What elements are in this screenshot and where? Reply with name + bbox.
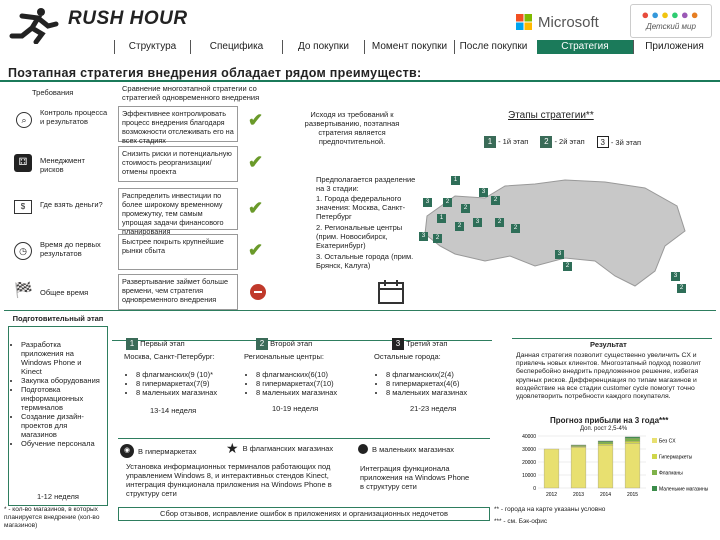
requirement-label: Контроль процесса и результатов [40, 108, 108, 126]
strategy-intro: Исходя из требований к развертыванию, поэтапная стратегия является предпочтительной. [304, 110, 400, 146]
chart-bar [598, 444, 613, 445]
feedback-bar: Сбор отзывов, исправление ошибок в приложениях и организационных недочетов [118, 507, 490, 521]
city-marker: 1 [437, 214, 446, 223]
legend-item: 2 - 2й этап [540, 136, 584, 148]
page-title: Поэтапная стратегия внедрения обладает рядом преимуществ: [8, 66, 422, 80]
x-tick-label: 2014 [599, 492, 612, 498]
tab-after-purchase[interactable]: После покупки [454, 40, 532, 54]
check-icon: ✔ [248, 198, 264, 218]
y-tick-label: 0 [533, 486, 536, 492]
microsoft-logo-text: Microsoft [538, 14, 599, 31]
legend-swatch [652, 470, 657, 475]
legend-item: 3 - 3й этап [597, 136, 641, 148]
city-marker: 2 [495, 218, 504, 227]
stage-legend [484, 136, 641, 148]
city-marker: 1 [451, 176, 460, 185]
list-item: • Подготовка информационных терминалов [21, 385, 104, 412]
partner-logo: ●●●●●● Детский мир [630, 4, 712, 38]
check-icon: ✔ [248, 240, 264, 260]
list-item: • 8 флагманских(6(10) [256, 370, 337, 379]
store-divider [118, 438, 490, 439]
y-tick-label: 30000 [522, 447, 536, 453]
profit-chart [512, 432, 716, 504]
chart-title: Прогноз прибыли на 3 года*** [550, 416, 669, 425]
section-divider [4, 310, 716, 311]
microsoft-logo-icon [516, 14, 532, 30]
tab-appendix[interactable]: Приложения [633, 40, 715, 54]
city-marker: 2 [563, 262, 572, 271]
x-tick-label: 2012 [545, 492, 558, 498]
star-icon: ★ [226, 440, 239, 456]
requirement-compare-text: Снизить риски и потенциальную стоимость реорганизации/ отмены проекта [118, 146, 238, 182]
calendar-icon [378, 280, 404, 304]
requirement-compare-text: Распределить инвестиции по более широкому временному промежутку, тем самым упрощая задачи финансового планирования [118, 188, 238, 230]
prep-list [12, 340, 104, 448]
list-item: • Закупка оборудования [21, 376, 104, 385]
chart-bar [571, 447, 586, 488]
legend-swatch [652, 454, 657, 459]
small-store-icon [358, 444, 368, 454]
stage1-cities: Москва, Санкт-Петербург: [124, 352, 215, 361]
city-marker: 3 [473, 218, 482, 227]
clock-icon: ◷ [14, 242, 32, 260]
list-item: • 8 гипермаркетах(4(6) [386, 379, 467, 388]
legend-swatch [652, 438, 657, 443]
list-item: • Создание дизайн-проектов для магазинов [21, 412, 104, 439]
store-text-1: Установка информационных терминалов работающих под управлением Windows 8, и интерактивных стендов Kinect, интеграция функционала приложения на Windows Phone в структуру сети [126, 462, 332, 498]
check-icon: ✔ [248, 152, 264, 172]
legend-label: Флагманы [659, 470, 683, 477]
small-store-label: В маленьких магазинах [358, 444, 454, 454]
list-item: • 8 флагманских(9 (10)* [136, 370, 217, 379]
search-icon: ⌕ [16, 112, 32, 128]
chart-bar [571, 445, 586, 446]
y-tick-label: 40000 [522, 434, 536, 440]
stage1-list [128, 370, 217, 397]
flag-icon: 🏁 [14, 282, 33, 299]
y-tick-label: 20000 [522, 460, 536, 466]
footnote: *** - см. Бэк-офис [494, 518, 548, 525]
chart-bar [544, 449, 559, 488]
list-item: • 8 маленьких магазинах [136, 388, 217, 397]
city-marker: 2 [461, 204, 470, 213]
compare-header: Сравнение многоэтапной стратегии со стратегией одновременного внедрения [122, 84, 260, 102]
legend-item: 1 - 1й этап [484, 136, 528, 148]
stage3-list [378, 370, 467, 397]
stage2-list [248, 370, 337, 397]
stage3-header: 3 Третий этап [392, 338, 448, 350]
russia-map [415, 176, 687, 296]
requirements-header: Требования [32, 88, 74, 97]
hypermarket-label: ◉ В гипермаркетах [120, 444, 196, 458]
chart-bar [625, 437, 640, 438]
stage-item: 2. Региональные центры (прим. Новосибирск, Екатеринбург) [316, 223, 403, 250]
requirement-compare-text: Развертывание займет больше времени, чем стратегия одновременного внедрения [118, 274, 238, 310]
flagship-label: ★ В флагманских магазинах [226, 440, 334, 456]
list-item: • Разработка приложения на Windows Phone и Kinect [21, 340, 104, 376]
requirement-label: Общее время [40, 288, 89, 297]
city-marker: 3 [671, 272, 680, 281]
tab-specifics[interactable]: Специфика [190, 40, 282, 54]
dice-icon: ⚃ [14, 154, 32, 172]
x-tick-label: 2013 [572, 492, 585, 498]
city-marker: 2 [491, 196, 500, 205]
x-tick-label: 2015 [626, 492, 639, 498]
city-marker: 3 [479, 188, 488, 197]
requirement-label: Где взять деньги? [40, 200, 103, 209]
tab-strategy[interactable]: Стратегия [537, 40, 633, 54]
stage-item: 3. Остальные города (прим. Брянск, Калуга) [316, 252, 414, 270]
result-text: Данная стратегия позволит существенно увеличить CX и привлечь новых клиентов. Многоэтапный подход позволит бесперебойно внедрить предложенное решение, избегая крупных рисков. Дифференциация по типам магазинов и воздействие на все стадии customer cycle помогут точно удовлетворить потребности каждого покупателя. [516, 352, 702, 401]
legend-swatch [652, 486, 657, 491]
city-marker: 2 [511, 224, 520, 233]
division-text: Предполагается разделение на 3 стадии: [316, 175, 416, 193]
stage3-weeks: 21-23 неделя [410, 404, 457, 413]
chart-bar [598, 441, 613, 442]
requirement-compare-text: Эффективнее контролировать процесс внедрения благодаря возможности отслеживать его на всех стадиях [118, 106, 238, 142]
city-marker: 2 [455, 222, 464, 231]
list-item: • 8 гипермаркетах(7(9) [136, 379, 217, 388]
requirement-label: Время до первых результатов [40, 240, 101, 258]
title-divider [0, 80, 720, 82]
footnote: * - кол-во магазинов, в которых планируется внедрение (кол-во магазинов) [4, 506, 100, 529]
legend-label: Гипермаркеты [659, 454, 693, 461]
stage2-cities: Региональные центры: [244, 352, 324, 361]
city-marker: 3 [419, 232, 428, 241]
store-text-2: Интеграция функционала приложения на Windows Phone в структуру сети [360, 464, 470, 491]
city-marker: 3 [555, 250, 564, 259]
city-marker: 2 [443, 198, 452, 207]
tab-before-purchase[interactable]: До покупки [282, 40, 364, 54]
hypermarket-icon: ◉ [120, 444, 134, 458]
legend-label: Маленькие магазины [659, 486, 709, 493]
requirement-label: Менеджмент рисков [40, 156, 85, 174]
y-tick-label: 10000 [522, 473, 536, 479]
prep-title: Подготовительный этап [12, 314, 104, 323]
chart-bar [598, 445, 613, 488]
requirement-compare-text: Быстрее покрыть крупнейшие рынки сбыта [118, 234, 238, 270]
legend-label: Без CX [659, 438, 676, 445]
money-icon: $ [14, 200, 32, 214]
chart-bar [625, 438, 640, 441]
stage2-weeks: 10-19 неделя [272, 404, 319, 413]
legend-title: Этапы стратегии** [508, 110, 594, 121]
tab-purchase-moment[interactable]: Момент покупки [364, 40, 454, 54]
list-item: • 8 флагманских(2(4) [386, 370, 467, 379]
stage1-header: 1 Первый этап [126, 338, 185, 350]
stage1-weeks: 13-14 неделя [150, 406, 197, 415]
runner-logo-icon [8, 6, 60, 44]
city-marker: 2 [677, 284, 686, 293]
list-item: • 8 маленьких магазинах [256, 388, 337, 397]
city-marker: 2 [433, 234, 442, 243]
chart-subtitle: Доп. рост 2,5-4% [580, 426, 628, 432]
result-line [512, 338, 712, 339]
tab-structure[interactable]: Структура [114, 40, 190, 54]
stage-list [316, 194, 416, 270]
stage-item: 1. Города федерального значения: Москва, Санкт-Петербург [316, 194, 406, 221]
prep-weeks: 1-12 неделя [37, 492, 79, 501]
stop-icon [250, 284, 266, 300]
result-title: Результат [590, 340, 627, 349]
chart-bar [598, 442, 613, 444]
stage2-header: 2 Второй этап [256, 338, 312, 350]
list-item: • 8 маленьких магазинах [386, 388, 467, 397]
chart-bar [625, 443, 640, 488]
list-item: • Обучение персонала [21, 439, 104, 448]
stage3-cities: Остальные города: [374, 352, 441, 361]
app-title: RUSH HOUR [68, 8, 188, 29]
footnote: ** - города на карте указаны условно [494, 506, 606, 513]
list-item: • 8 гипермаркетах(7(10) [256, 379, 337, 388]
chart-bar [625, 441, 640, 443]
check-icon: ✔ [248, 110, 264, 130]
city-marker: 3 [423, 198, 432, 207]
